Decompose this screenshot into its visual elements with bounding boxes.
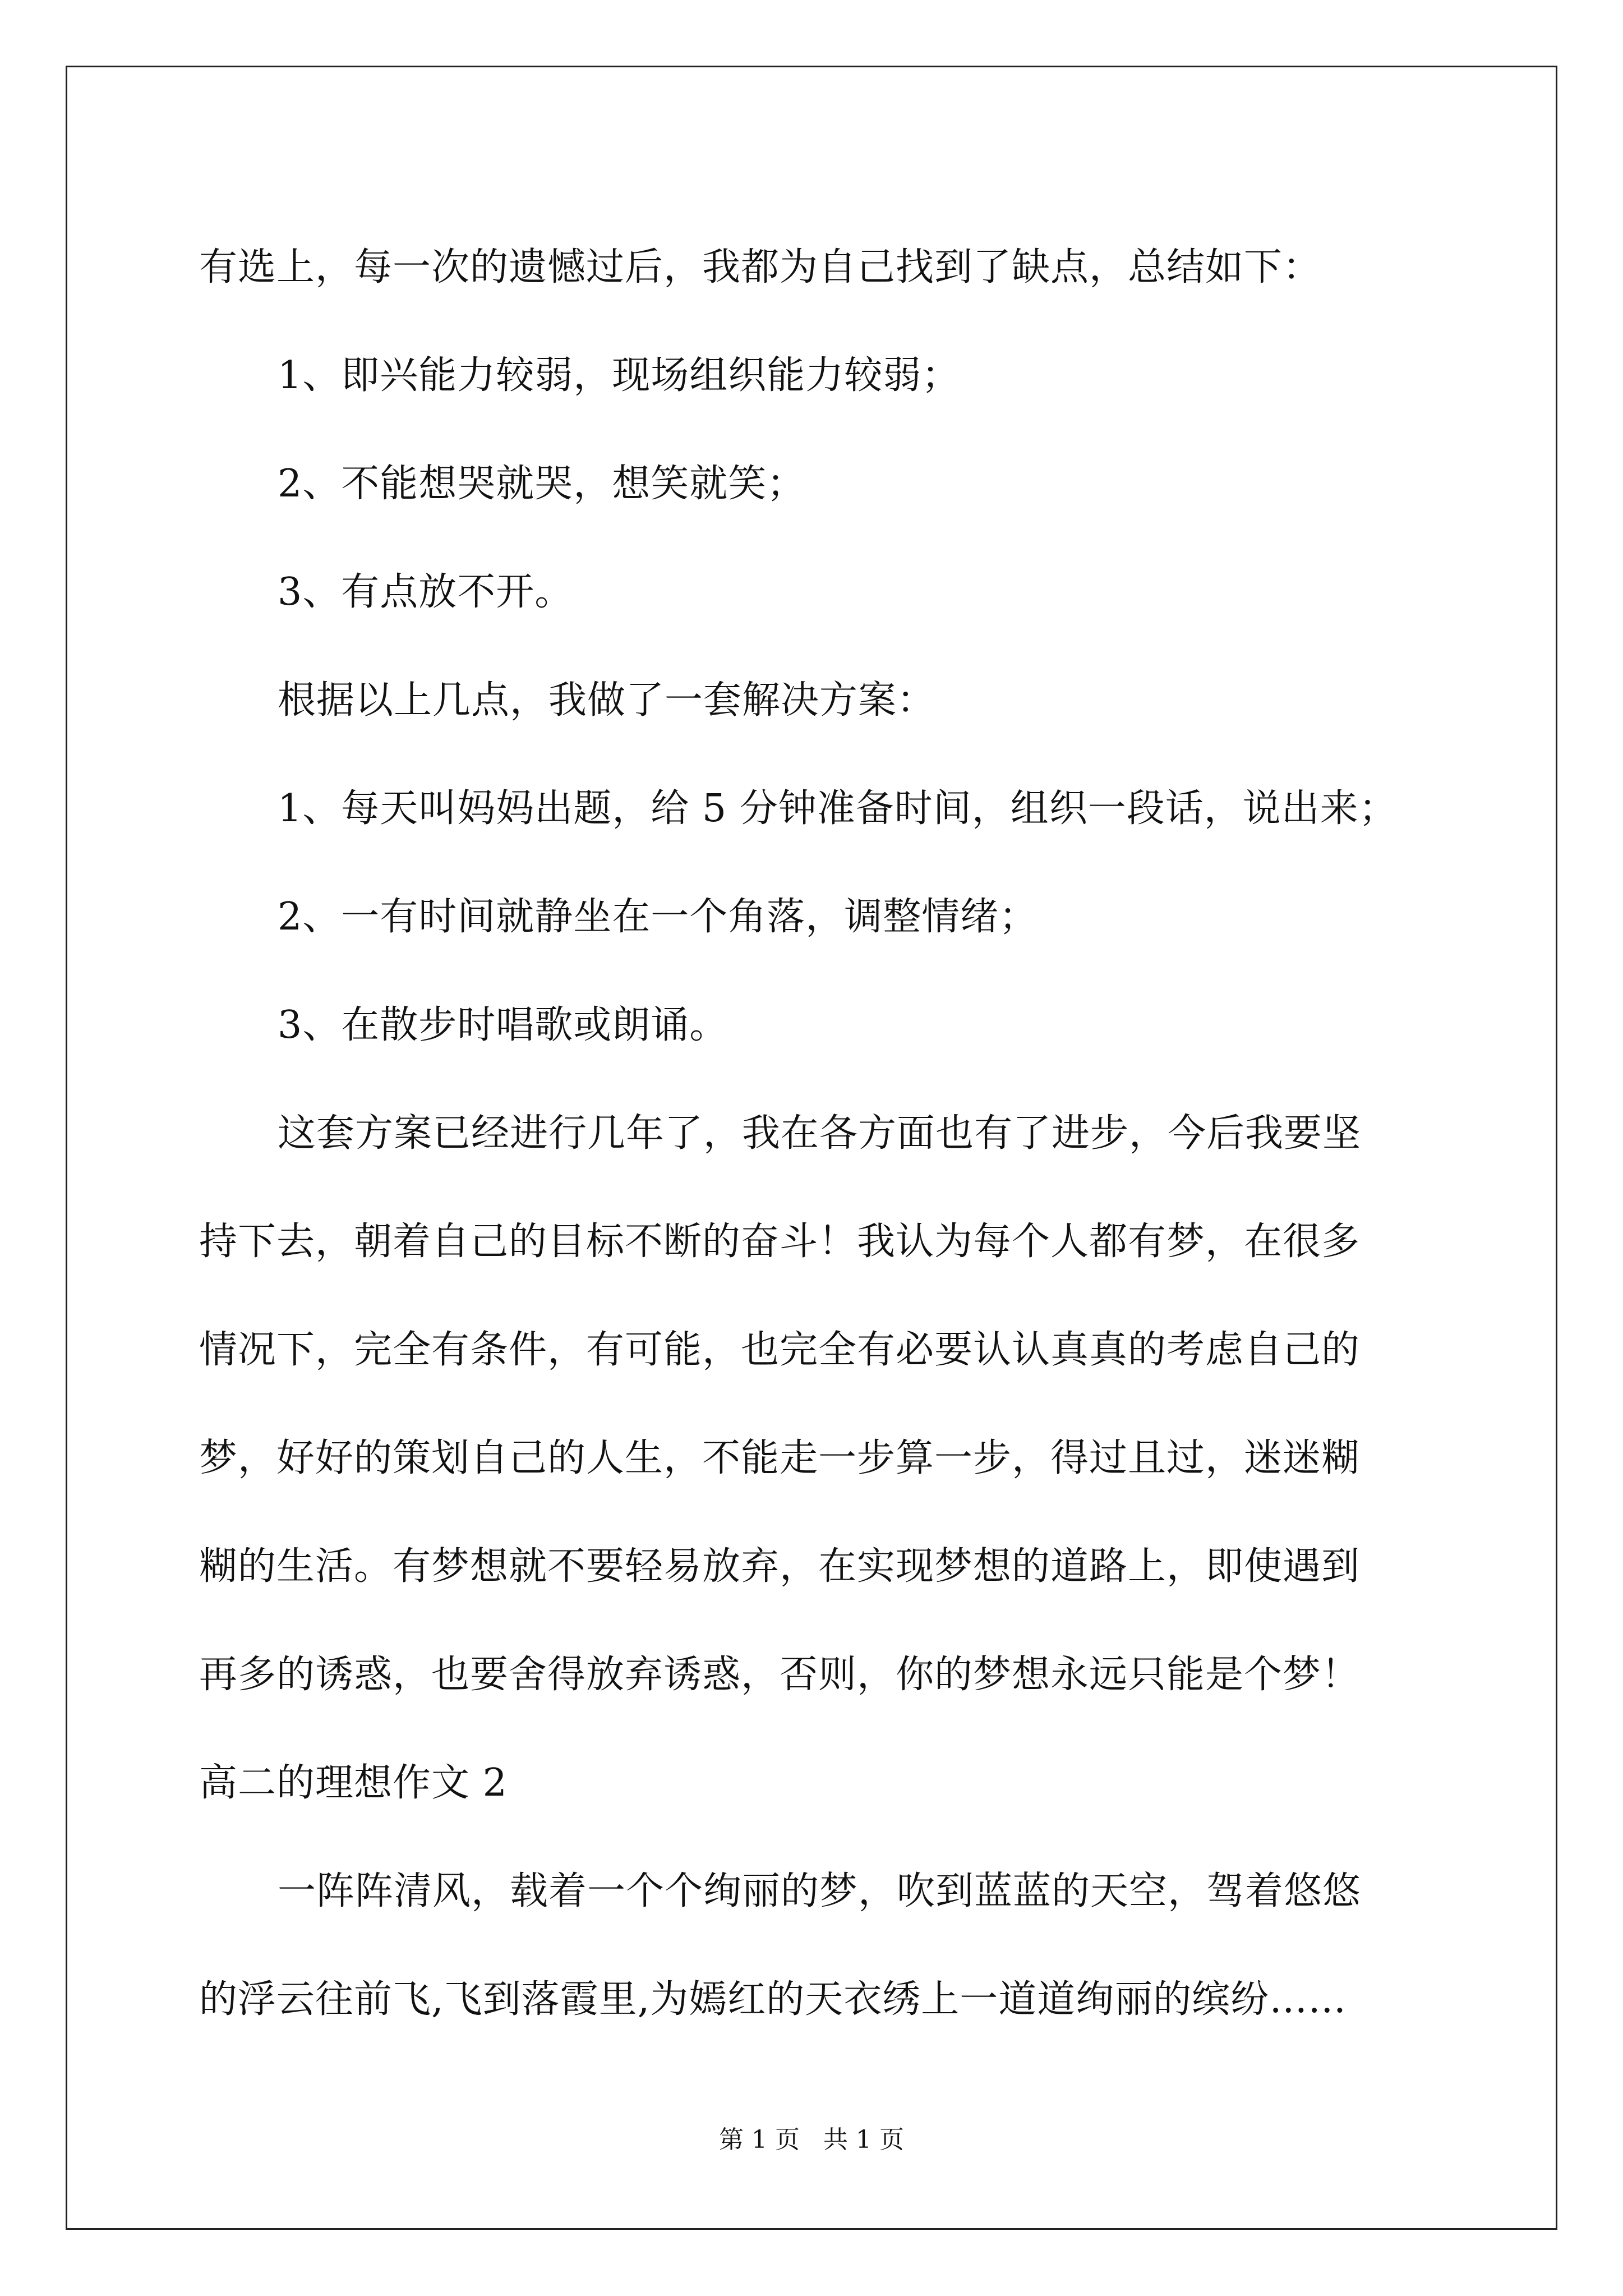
list-item: 2、不能想哭就哭，想笑就笑； xyxy=(278,462,806,506)
text-line: 的浮云往前飞,飞到落霞里,为嫣红的天衣绣上一道道绚丽的缤纷…… xyxy=(199,1977,1347,2022)
text-line: 再多的诱惑，也要舍得放弃诱惑，否则，你的梦想永远只能是个梦！ xyxy=(199,1653,1361,1697)
list-item: 1、每天叫妈妈出题，给 5 分钟准备时间，组织一段话，说出来； xyxy=(278,786,1398,831)
section-heading: 高二的理想作文 2 xyxy=(199,1761,508,1805)
text-line: 持下去，朝着自己的目标不断的奋斗！我认为每个人都有梦，在很多 xyxy=(199,1220,1361,1264)
text-line: 糊的生活。有梦想就不要轻易放弃，在实现梦想的道路上，即使遇到 xyxy=(199,1544,1361,1589)
list-item: 3、在散步时唱歌或朗诵。 xyxy=(278,1003,728,1047)
text-line: 梦，好好的策划自己的人生，不能走一步算一步，得过且过，迷迷糊 xyxy=(199,1436,1361,1480)
list-item: 1、即兴能力较弱，现场组织能力较弱； xyxy=(278,353,961,398)
page-footer xyxy=(0,2123,1623,2157)
page-number-current: 第 1 页 xyxy=(719,2125,800,2154)
list-item: 3、有点放不开。 xyxy=(278,570,574,614)
paragraph-start: 一阵阵清风，载着一个个绚丽的梦，吹到蓝蓝的天空，驾着悠悠 xyxy=(278,1869,1362,1913)
page-number-total: 共 1 页 xyxy=(823,2125,904,2154)
text-line: 情况下，完全有条件，有可能，也完全有必要认认真真的考虑自己的 xyxy=(199,1328,1361,1372)
document-body xyxy=(199,213,1433,2054)
text-line: 有选上，每一次的遗憾过后，我都为自己找到了缺点，总结如下： xyxy=(199,245,1322,289)
paragraph-start: 这套方案已经进行几年了，我在各方面也有了进步，今后我要坚 xyxy=(278,1111,1362,1156)
paragraph-start: 根据以上几点，我做了一套解决方案： xyxy=(278,678,936,723)
list-item: 2、一有时间就静坐在一个角落，调整情绪； xyxy=(278,895,1038,939)
